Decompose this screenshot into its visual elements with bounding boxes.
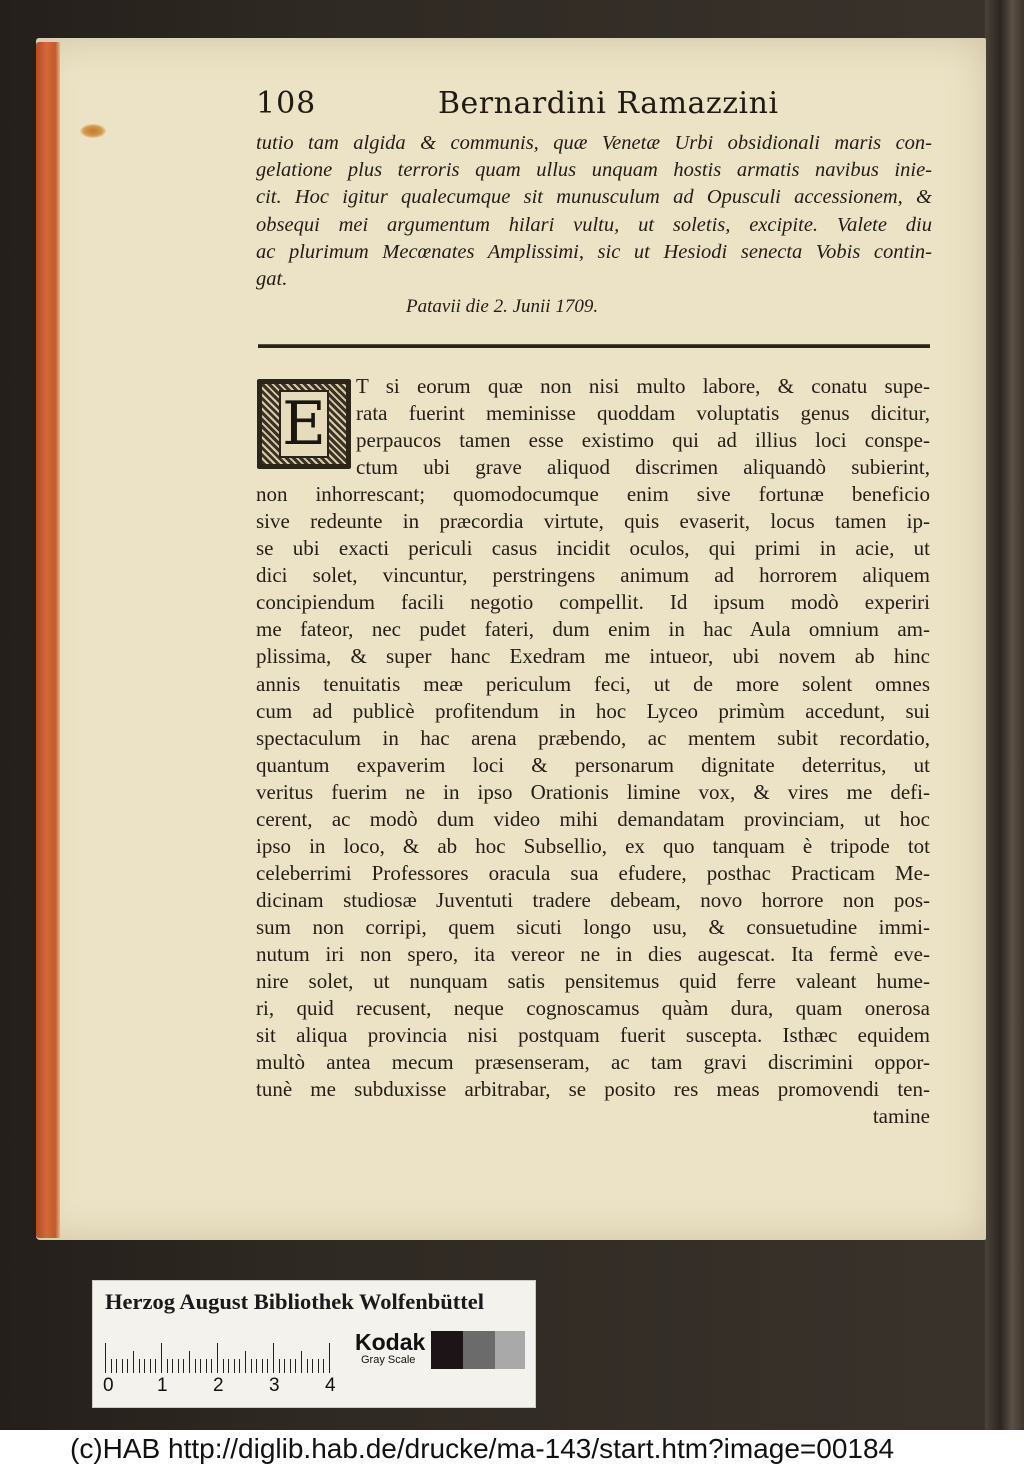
ruler-tick bbox=[228, 1359, 229, 1373]
body-line: annis tenuitatis meæ periculum feci, ut de more solent omnes bbox=[256, 671, 930, 696]
ruler-tick bbox=[127, 1359, 128, 1373]
ruler-tick bbox=[122, 1359, 123, 1373]
ruler-tick bbox=[273, 1343, 274, 1373]
gray-swatch bbox=[525, 1331, 533, 1369]
ruler-tick bbox=[239, 1359, 240, 1373]
body-line: celeberrimi Professores oracula sua efudere, posthac Practicam Me- bbox=[256, 860, 930, 885]
ruler-tick bbox=[172, 1359, 173, 1373]
ruler-tick bbox=[139, 1359, 140, 1373]
body-line: ri, quid recusent, neque cognoscamus quàm dura, quam onerosa bbox=[256, 996, 930, 1021]
institution-label: Herzog August Bibliothek Wolfenbüttel bbox=[105, 1289, 484, 1314]
ruler-tick bbox=[329, 1343, 330, 1373]
ruler-tick bbox=[256, 1359, 257, 1373]
gray-swatch bbox=[431, 1331, 463, 1369]
body-line: ipso in loco, & ab hoc Subsellio, ex quo tanquam è tripode tot bbox=[256, 833, 930, 858]
ruler-tick bbox=[234, 1359, 235, 1373]
ruler-tick bbox=[301, 1351, 302, 1373]
page-number: 108 bbox=[256, 86, 317, 121]
ruler-tick bbox=[262, 1359, 263, 1373]
body-line: me fateor, nec pudet fateri, dum enim in hac Aula omnium am- bbox=[256, 617, 930, 642]
ruler-tick bbox=[178, 1359, 179, 1373]
ruler-tick bbox=[195, 1359, 196, 1373]
initial-letter: E bbox=[279, 390, 329, 458]
body-line: quantum expaverim loci & personarum dignitate deterritus, ut bbox=[256, 752, 930, 777]
ruler-tick bbox=[223, 1359, 224, 1373]
body-line: concipiendum facili negotio compellit. Id ipsum modò experiri bbox=[256, 590, 930, 615]
gray-swatch bbox=[495, 1331, 527, 1369]
body-line: ctum ubi grave aliquod discrimen aliquandò subierint, bbox=[356, 455, 930, 480]
ruler-tick bbox=[323, 1359, 324, 1373]
measurement-ruler bbox=[105, 1339, 333, 1373]
ruler-tick bbox=[133, 1351, 134, 1373]
ruler-tick bbox=[279, 1359, 280, 1373]
section-rule bbox=[258, 344, 930, 348]
oration-body-text bbox=[256, 373, 930, 1130]
ruler-tick bbox=[318, 1359, 319, 1373]
body-line: veritus fuerim ne in ipso Orationis limine vox, & vires me defi- bbox=[256, 779, 930, 804]
ruler-tick bbox=[251, 1359, 252, 1373]
running-head bbox=[256, 86, 936, 130]
ruler-number: 0 bbox=[103, 1375, 114, 1396]
body-line: spectaculum in hac arena præbendo, ac mentem subit recordatio, bbox=[256, 725, 930, 750]
body-line: nire solet, ut nunquam satis pensitemus quid ferre valeant hume- bbox=[256, 969, 930, 994]
letter-line: cit. Hoc igitur qualecumque sit munusculum ad Opusculi accessionem, & bbox=[256, 186, 932, 209]
ruler-tick bbox=[307, 1359, 308, 1373]
ruler-tick bbox=[116, 1359, 117, 1373]
ruler-tick bbox=[155, 1359, 156, 1373]
catchword: tamine bbox=[872, 1104, 930, 1129]
body-line: cum ad publicè profitendum in hoc Lyceo primùm accedunt, sui bbox=[256, 698, 930, 723]
ruler-tick bbox=[200, 1359, 201, 1373]
red-page-edge bbox=[36, 42, 60, 1238]
body-line: sive redeunte in præcordia virtute, quis evaserit, locus tamen ip- bbox=[256, 509, 930, 534]
body-line: dici solet, vincuntur, perstringens animum ad horrorem aliquem bbox=[256, 563, 930, 588]
kodak-logo: Kodak bbox=[355, 1329, 426, 1355]
ruler-tick bbox=[161, 1343, 162, 1373]
ruler-tick bbox=[111, 1359, 112, 1373]
book-spine-edge bbox=[985, 0, 1024, 1430]
ruler-tick bbox=[267, 1359, 268, 1373]
body-line: plissima, & super hanc Exedram me intueor, ubi novem ab hinc bbox=[256, 644, 930, 669]
body-line: T si eorum quæ non nisi multo labore, & conatu supe- bbox=[356, 374, 930, 398]
ruler-numbers bbox=[101, 1375, 341, 1399]
letter-line: obsequi mei argumentum hilari vultu, ut soletis, excipite. Valete diu bbox=[256, 213, 932, 236]
ruler-tick bbox=[183, 1359, 184, 1373]
ruler-tick bbox=[284, 1359, 285, 1373]
ruler-tick bbox=[150, 1359, 151, 1373]
ruler-tick bbox=[105, 1343, 106, 1373]
ruler-number: 2 bbox=[213, 1375, 224, 1396]
gray-swatch bbox=[463, 1331, 495, 1369]
ruler-tick bbox=[206, 1359, 207, 1373]
letter-line: gelatione plus terroris quam ullus unquam hostis armatis navibus inie- bbox=[256, 159, 932, 182]
ruler-number: 3 bbox=[269, 1375, 280, 1396]
ruler-tick bbox=[144, 1359, 145, 1373]
caption-bar bbox=[0, 1430, 1024, 1470]
ruler-tick bbox=[290, 1359, 291, 1373]
copyright-caption: (c)HAB http://diglib.hab.de/drucke/ma-143/start.htm?image=00184 bbox=[70, 1433, 895, 1464]
body-line: rata fuerint meminisse quoddam voluptatis genus dicitur, bbox=[356, 401, 930, 426]
gray-scale-label: Gray Scale bbox=[361, 1354, 416, 1366]
body-line: multò antea mecum præsenseram, ac tam gravi discrimini oppor- bbox=[256, 1050, 930, 1075]
body-line: nutum iri non spero, ita vereor ne in dies augescat. Ita fermè eve- bbox=[256, 941, 930, 966]
paper-stain bbox=[80, 124, 106, 138]
body-line: sit aliqua provincia nisi postquam fuerit suscepta. Isthæc equidem bbox=[256, 1023, 930, 1048]
body-line: sum non corripi, quem sicuti longo usu, & consuetudine immi- bbox=[256, 914, 930, 939]
letter-line: tutio tam algida & communis, quæ Venetæ Urbi obsidionali maris con- bbox=[256, 132, 932, 154]
ruler-tick bbox=[211, 1359, 212, 1373]
ruler-tick bbox=[245, 1351, 246, 1373]
letter-line: gat. bbox=[256, 267, 288, 290]
dedication-letter-text bbox=[256, 130, 932, 293]
ruler-tick bbox=[312, 1359, 313, 1373]
ruler-tick bbox=[189, 1351, 190, 1373]
body-line: cerent, ac modò dum video mihi demandatam provinciam, ut hoc bbox=[256, 806, 930, 831]
ruler-tick bbox=[295, 1359, 296, 1373]
letter-line: ac plurimum Mecœnates Amplissimi, sic ut Hesiodi senecta Vobis contin- bbox=[256, 240, 932, 263]
ruler-tick bbox=[167, 1359, 168, 1373]
body-line: tunè me subduxisse arbitrabar, se posito res meas promovendi ten- bbox=[256, 1077, 930, 1102]
body-line: se ubi exacti periculi casus incidit oculos, qui primi in acie, ut bbox=[256, 536, 930, 561]
body-line: perpaucos tamen esse existimo qui ad illius loci conspe- bbox=[356, 428, 930, 453]
body-line: dicinam studiosæ Juventuti tradere debeam, novo horrore non pos- bbox=[256, 887, 930, 912]
running-head-title: Bernardini Ramazzini bbox=[438, 86, 779, 121]
color-target-card bbox=[92, 1280, 536, 1408]
ruler-number: 1 bbox=[157, 1375, 168, 1396]
ruler-tick bbox=[217, 1343, 218, 1373]
body-line: non inhorrescant; quomodocumque enim sive fortunæ beneficio bbox=[256, 482, 930, 507]
ruler-number: 4 bbox=[325, 1375, 336, 1396]
dateline: Patavii die 2. Junii 1709. bbox=[406, 296, 599, 317]
